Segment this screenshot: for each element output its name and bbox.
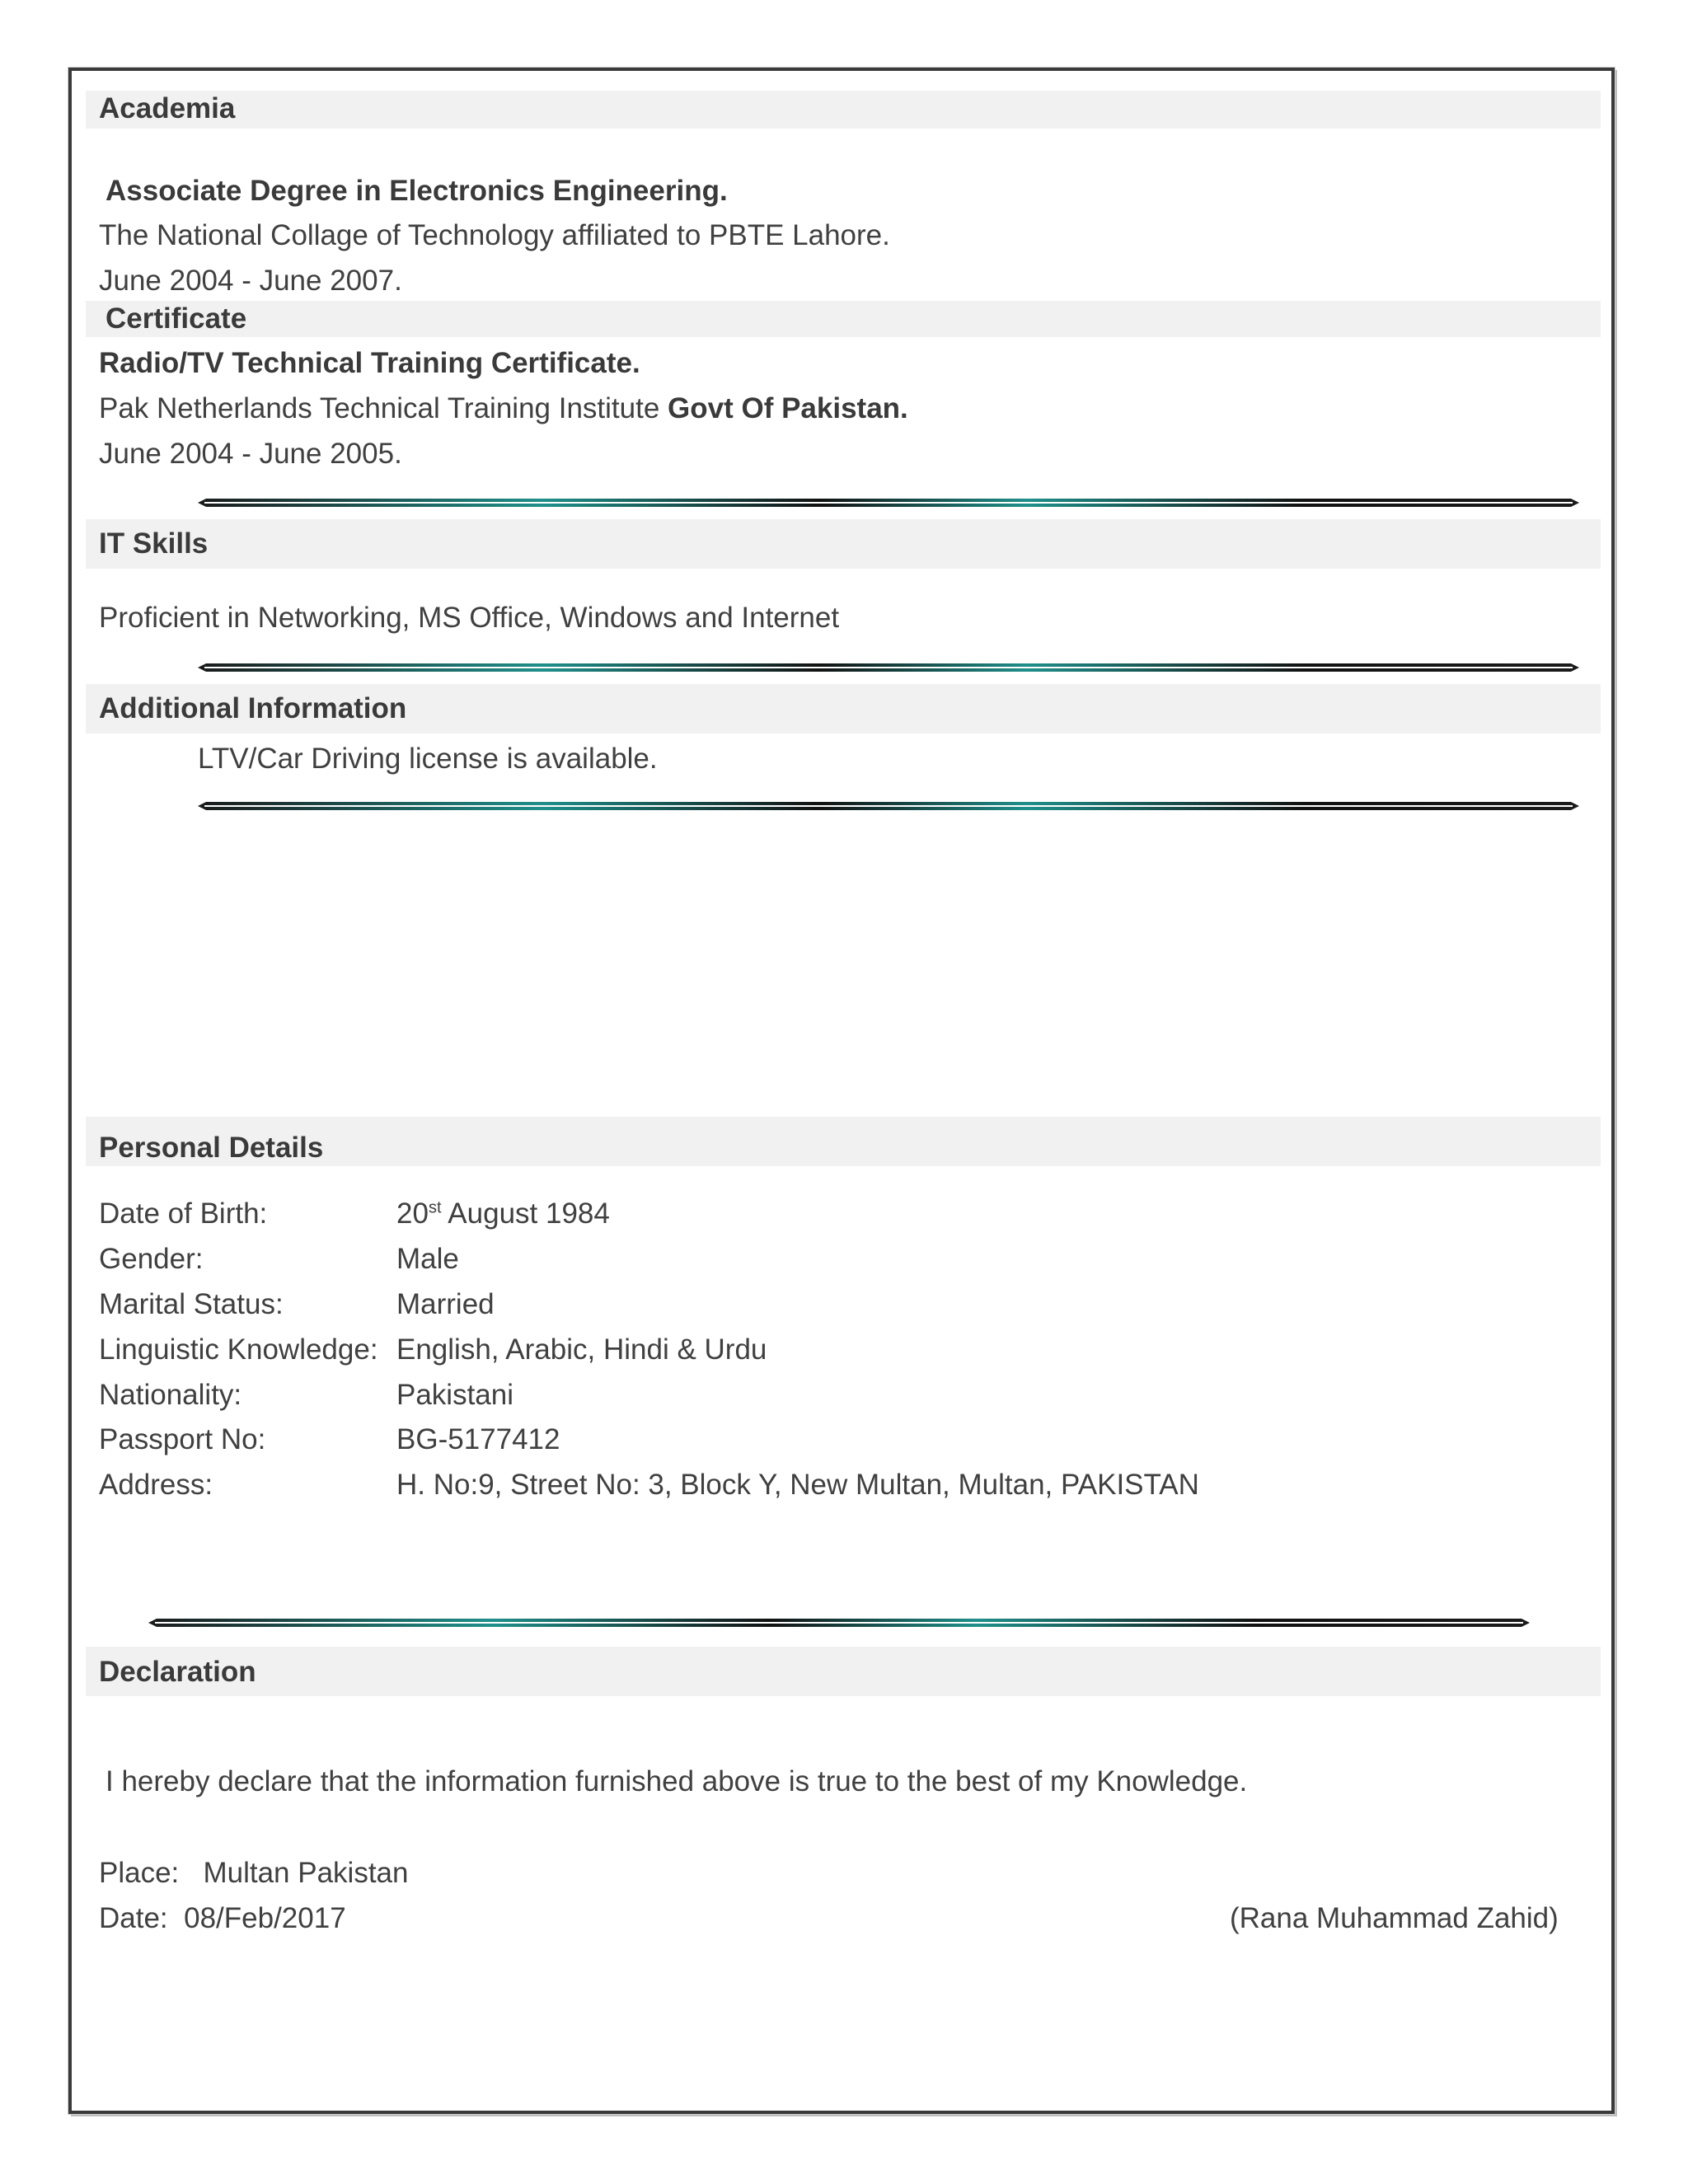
section-heading-declaration: Declaration: [86, 1647, 1601, 1696]
nationality-label: Nationality:: [99, 1379, 242, 1411]
date-label: Date:: [99, 1902, 168, 1934]
academia-institution: The National Collage of Technology affiliated to PBTE Lahore.: [99, 219, 890, 251]
nationality-value: Pakistani: [396, 1379, 514, 1411]
gender-value: Male: [396, 1243, 459, 1275]
section-divider: [198, 663, 1579, 673]
dob-day: 20: [396, 1197, 429, 1230]
section-heading-certificate: Certificate: [86, 301, 1601, 337]
section-divider: [198, 801, 1579, 811]
academia-degree: Associate Degree in Electronics Engineering.: [106, 175, 728, 207]
it-skills-text: Proficient in Networking, MS Office, Windows and Internet: [99, 602, 840, 634]
date-line: [99, 1900, 346, 1937]
section-heading-additional-information: Additional Information: [86, 684, 1601, 733]
academia-dates: June 2004 - June 2007.: [99, 265, 402, 297]
certificate-institution: [99, 391, 908, 427]
section-divider: [198, 498, 1579, 508]
certificate-title: Radio/TV Technical Training Certificate.: [99, 347, 640, 379]
linguistic-knowledge-value: English, Arabic, Hindi & Urdu: [396, 1333, 767, 1366]
place-line: [99, 1855, 409, 1891]
certificate-institution-prefix: Pak Netherlands Technical Training Institute: [99, 392, 660, 424]
gender-label: Gender:: [99, 1243, 204, 1275]
dob-value: [396, 1196, 610, 1232]
place-value: Multan Pakistan: [203, 1857, 409, 1889]
linguistic-knowledge-label: Linguistic Knowledge:: [99, 1333, 378, 1366]
declaration-text: I hereby declare that the information furnished above is true to the best of my Knowledge.: [106, 1765, 1248, 1797]
certificate-institution-govt: Govt Of Pakistan.: [668, 392, 908, 424]
address-label: Address:: [99, 1469, 213, 1501]
certificate-dates: June 2004 - June 2005.: [99, 438, 402, 470]
section-heading-personal-details: Personal Details: [86, 1117, 1601, 1166]
passport-label: Passport No:: [99, 1423, 266, 1455]
marital-status-value: Married: [396, 1288, 495, 1320]
additional-information-text: LTV/Car Driving license is available.: [198, 743, 658, 775]
section-divider: [148, 1618, 1530, 1628]
date-value: 08/Feb/2017: [184, 1902, 346, 1934]
marital-status-label: Marital Status:: [99, 1288, 284, 1320]
passport-value: BG-5177412: [396, 1423, 560, 1455]
dob-label: Date of Birth:: [99, 1197, 268, 1230]
place-label: Place:: [99, 1857, 180, 1889]
section-heading-academia: Academia: [86, 91, 1601, 129]
dob-suffix: st: [428, 1198, 442, 1217]
section-heading-it-skills: IT Skills: [86, 519, 1601, 569]
signature-name: (Rana Muhammad Zahid): [1230, 1902, 1559, 1934]
dob-rest: August 1984: [448, 1197, 610, 1230]
address-value: H. No:9, Street No: 3, Block Y, New Multan, Multan, PAKISTAN: [396, 1469, 1199, 1501]
